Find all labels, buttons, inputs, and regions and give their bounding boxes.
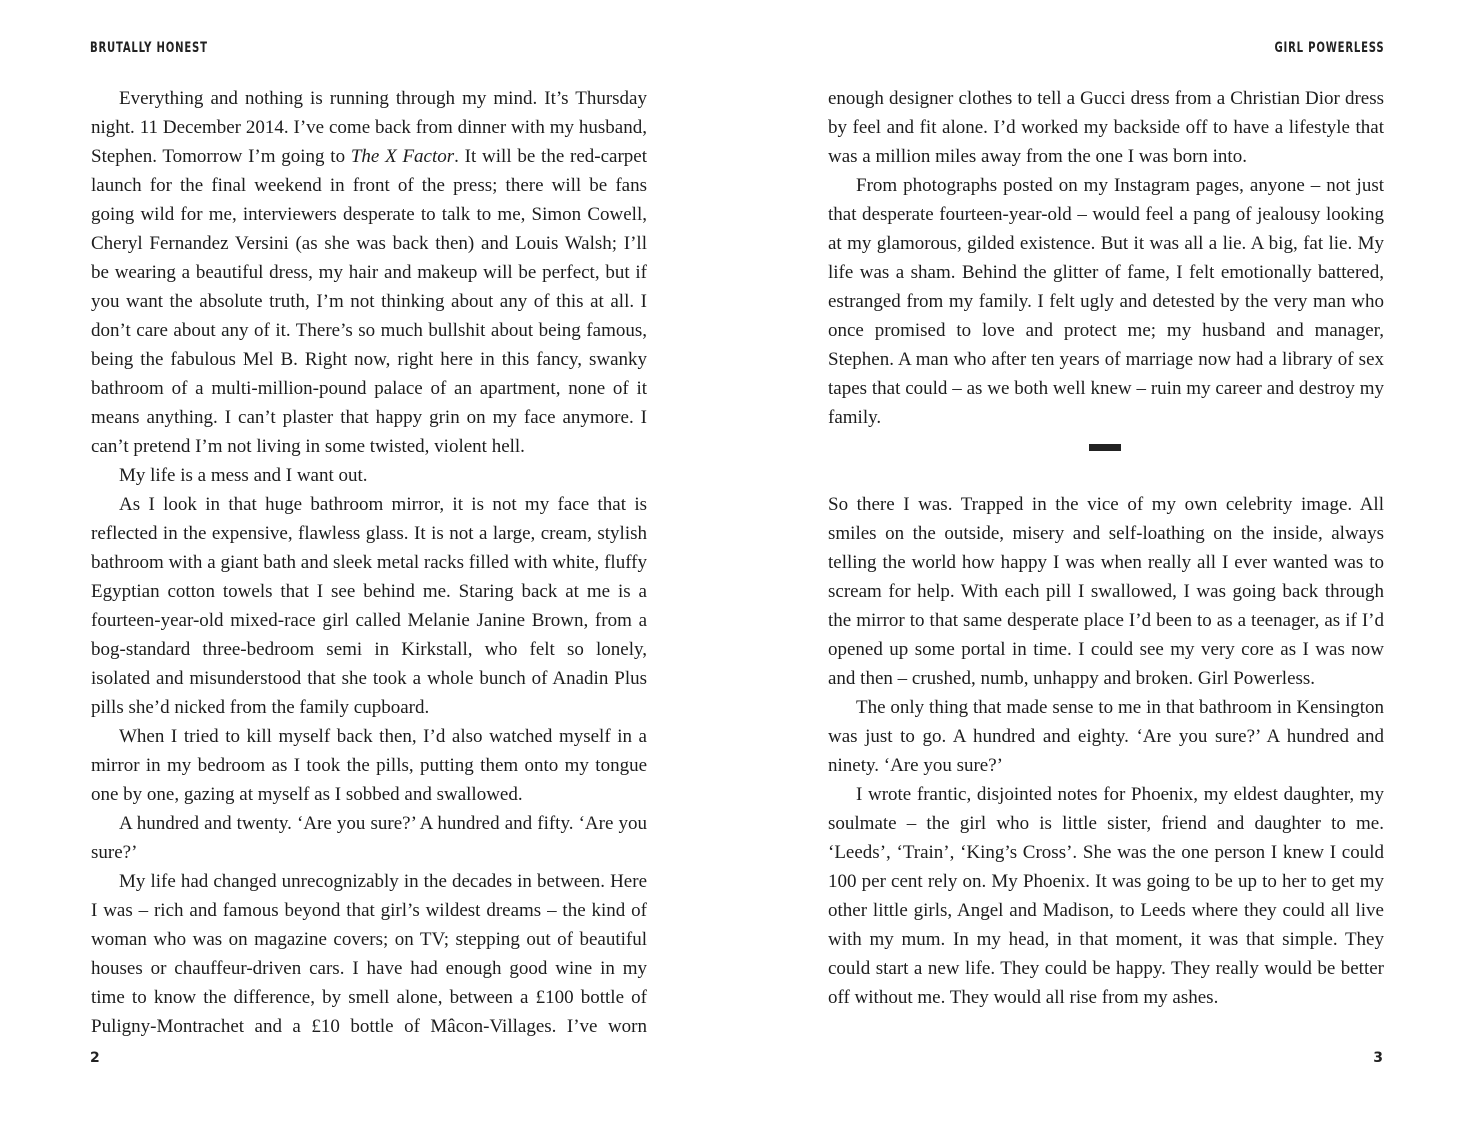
paragraph-text: . It will be the red-carpet launch for the final weekend in front of the press; there will be fans going wild for me, interviewers desperate to talk to me, Simon Cowell, Cheryl Fernandez Versini (as she was back then) and Louis Walsh; I’ll be wearing a beautiful dress, my hair and makeup will be perfect, but if you want the absolute truth, I’m not thinking about any of this at all. I don’t care about any of it. There’s so much bullshit about being famous, being the fabulous Mel B. Right now, right here in this fancy, swanky bathroom of a multi-million-pound palace of an apartment, none of it means anything. I can’t plaster that happy grin on my face anymore. I can’t pretend I’m not living in some twisted, violent hell. xyxy=(91,146,647,457)
paragraph: My life is a mess and I want out. xyxy=(119,465,368,486)
right-page-body-top xyxy=(828,84,1384,432)
paragraph xyxy=(91,84,647,461)
paragraph: I wrote frantic, disjointed notes for Phoenix, my eldest daughter, my soulmate – the girl who is little sister, friend and daughter to me. ‘Leeds’, ‘Train’, ‘King’s Cross’. She was the one person I knew I could 100 per cent rely on. My Phoenix. It was going to be up to her to get my other little girls, Angel and Madison, to Leeds where they could all live with my mum. In my head, in that moment, it was that simple. They could start a new life. They could be happy. They really would be better off without me. They would all rise from my ashes. xyxy=(828,784,1384,1008)
page-number-left: 2 xyxy=(90,1050,100,1066)
running-head-right: GIRL POWERLESS xyxy=(1274,40,1384,56)
paragraph: When I tried to kill myself back then, I’d also watched myself in a mirror in my bedroom as I took the pills, putting them onto my tongue one by one, gazing at myself as I sobbed and swallowed. xyxy=(91,726,647,805)
paragraph: A hundred and twenty. ‘Are you sure?’ A hundred and fifty. ‘Are you sure?’ xyxy=(91,813,647,863)
paragraph: As I look in that huge bathroom mirror, it is not my face that is reflected in the expensive, flawless glass. It is not a large, cream, stylish bathroom with a giant bath and sleek metal racks filled with white, fluffy Egyptian cotton towels that I see behind me. Staring back at me is a fourteen-year-old mixed-race girl called Melanie Janine Brown, from a bog-standard three-bedroom semi in Kirkstall, who felt so lonely, isolated and misunderstood that she took a whole bunch of Anadin Plus pills she’d nicked from the family cupboard. xyxy=(91,494,647,718)
right-page-body-bottom xyxy=(828,490,1384,1012)
running-head-left: BRUTALLY HONEST xyxy=(90,40,208,56)
paragraph-text: Everything and nothing is running through my mind. It’s Thursday night. 11 December 2014. I’ve come back from dinner with my husband, Stephen. Tomorrow I’m going to xyxy=(91,88,647,167)
right-page xyxy=(737,0,1474,1123)
show-title: The X Factor xyxy=(350,146,455,167)
paragraph: The only thing that made sense to me in that bathroom in Kensington was just to go. A hundred and eighty. ‘Are you sure?’ A hundred and ninety. ‘Are you sure?’ xyxy=(828,697,1384,776)
paragraph: From photographs posted on my Instagram pages, anyone – not just that desperate fourteen-year-old – would feel a pang of jealousy looking at my glamorous, gilded existence. But it was all a lie. A big, fat lie. My life was a sham. Behind the glitter of fame, I felt emotionally battered, estranged from my family. I felt ugly and detested by the very man who once promised to love and protect me; my husband and manager, Stephen. A man who after ten years of marriage now had a library of sex tapes that could – as we both well knew – ruin my career and destroy my family. xyxy=(828,175,1384,428)
page-number-right: 3 xyxy=(1373,1050,1383,1066)
paragraph: enough designer clothes to tell a Gucci dress from a Christian Dior dress by feel and fit alone. I’d worked my backside off to have a lifestyle that was a million miles away from the one I was born into. xyxy=(828,88,1384,167)
paragraph: My life had changed unrecognizably in the decades in between. Here I was – rich and famous beyond that girl’s wildest dreams – the kind of woman who was on magazine covers; on TV; stepping out of beautiful houses or chauffeur-driven cars. I have had enough good wine in my time to know the difference, by smell alone, between a £100 bottle of Puligny-Montrachet and a £10 bottle of Mâcon-Villages. I’ve worn xyxy=(91,871,647,1037)
left-page-body xyxy=(91,84,647,1041)
paragraph: So there I was. Trapped in the vice of my own celebrity image. All smiles on the outside, misery and self-loathing on the inside, always telling the world how happy I was when really all I ever wanted was to scream for help. With each pill I swallowed, I was going back through the mirror to that same desperate place I’d been to as a teenager, as if I’d opened up some portal in time. I could see my very core as I was now and then – crushed, numb, unhappy and broken. Girl Powerless. xyxy=(828,494,1384,689)
section-break-dash xyxy=(1089,444,1121,451)
